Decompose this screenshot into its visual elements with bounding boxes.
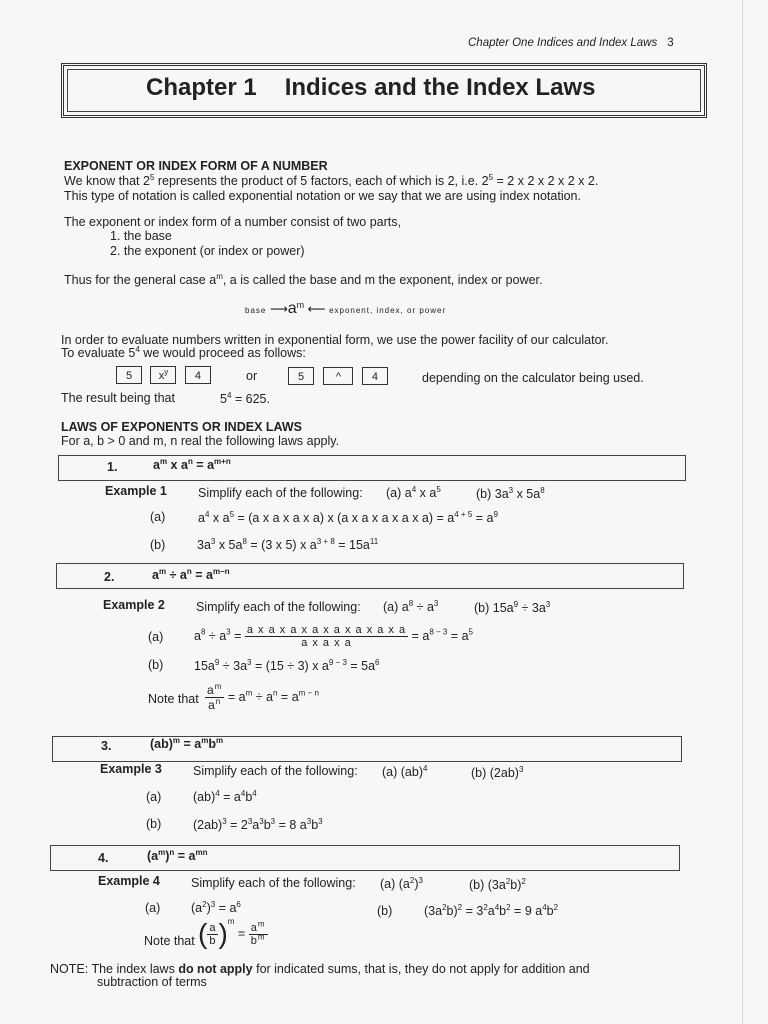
or-label: or	[246, 369, 258, 383]
intro-line-2: This type of notation is called exponential notation or we say that we are using index notation.	[64, 189, 581, 203]
laws-intro: For a, b > 0 and m, n real the following laws apply.	[61, 434, 340, 448]
example-4-question-a: (a) $(a^2)^3$	[380, 875, 423, 891]
example-2-label: Example 2	[103, 598, 165, 612]
example-3-question-b: (b) $(2ab)^3$	[471, 764, 524, 780]
arrow-left-icon: ⟵	[307, 302, 326, 316]
result-value: $5^4 = 625$.	[220, 390, 270, 406]
law-3-number: 3.	[101, 739, 112, 753]
example-4-question-b: (b) $(3a^2b)^2$	[469, 876, 526, 892]
key-x-power-y: $x^y$	[150, 366, 176, 384]
running-title: Chapter One Indices and Index Laws	[468, 37, 658, 49]
example-1-a-solution: $a^4$ x $a^5 = (a$ x a x a x a) x (a x a x a x a x $a) = a^{4 + 5} = a^9$	[198, 509, 498, 525]
example-2-a-label: (a)	[148, 630, 164, 644]
base-exponent-diagram	[245, 300, 446, 318]
law-2-formula: $a^m \div a^n = a^{m-n}$	[152, 566, 230, 582]
example-3-question-a: (a) (ab)$^4$	[382, 763, 428, 779]
example-4-prompt: Simplify each of the following:	[191, 876, 356, 890]
example-3-b-solution: $(2ab)^3 = 2^3a^3b^3 = 8$ $a^3b^3$	[193, 816, 323, 832]
example-1-label: Example 1	[105, 484, 167, 498]
example-3-a-label: (a)	[146, 790, 162, 804]
law-4-box	[50, 845, 680, 871]
calculator-keys-1	[116, 366, 211, 384]
key-5: 5	[116, 366, 142, 384]
chapter-number: Chapter 1	[146, 74, 257, 101]
example-2-question-b: (b) $15a^9 \div 3a^3$	[474, 599, 551, 615]
calculator-note: depending on the calculator being used.	[422, 371, 644, 385]
law-4-number: 4.	[98, 851, 109, 865]
example-1-b-solution: $3a^3$ x $5a^8 = (3$ x 5) x $a^{3 + 8} = 15a^{11}$	[197, 536, 379, 552]
example-1-question-b: (b) $3a^3$ x $5a^8$	[476, 485, 545, 501]
example-3-b-label: (b)	[146, 817, 162, 831]
calculator-line-2: To evaluate $5^4$ we would proceed as follows:	[61, 344, 306, 360]
example-3-a-solution: $(ab)^4 = a^4b^4$	[193, 788, 257, 804]
intro-line-3: The exponent or index form of a number consist of two parts,	[64, 215, 401, 229]
exponent-symbol: m	[296, 299, 305, 310]
key-4-alt: 4	[362, 367, 388, 385]
example-4-b-label: (b)	[377, 904, 393, 918]
example-4-b-solution: $(3a^2b)^2 = 3^2a^4b^2 = 9$ $a^4b^2$	[424, 902, 559, 918]
law-2-box	[56, 563, 684, 589]
note-emphasis: do not apply	[178, 962, 253, 976]
note-line-1: NOTE: The index laws do not apply for indicated sums, that is, they do not apply for addition and	[50, 962, 590, 976]
key-caret: ^	[323, 367, 353, 385]
key-5-alt: 5	[288, 367, 314, 385]
example-2-question-a: (a) $a^8 \div a^3$	[383, 598, 439, 614]
note-line-2: subtraction of terms	[97, 975, 207, 989]
law-1-number: 1.	[107, 460, 118, 474]
example-1-b-label: (b)	[150, 538, 166, 552]
page-edge	[742, 0, 743, 1024]
note-label: NOTE:	[50, 962, 89, 976]
example-3-prompt: Simplify each of the following:	[193, 764, 358, 778]
list-item-exponent: 2. the exponent (or index or power)	[110, 244, 305, 258]
intro-line-1: We know that $2^5$ represents the product of 5 factors, each of which is 2, i.e. $2^5 = 2$ x 2 x 2 x 2 x 2.	[64, 172, 599, 188]
page-number: 3	[667, 37, 674, 49]
base-label: base	[245, 306, 267, 315]
example-1-question-a: (a) $a^4$ x $a^5$	[386, 484, 441, 500]
example-1-prompt: Simplify each of the following:	[198, 486, 363, 500]
law-3-box	[52, 736, 682, 762]
example-1-a-label: (a)	[150, 510, 166, 524]
law-4-note-label: Note that	[144, 934, 195, 948]
base-symbol: a	[287, 300, 297, 317]
example-4-label: Example 4	[98, 874, 160, 888]
running-header	[468, 37, 674, 49]
example-2-b-solution: $15a^9 \div 3a^3 = (15 \div 3)$ x $a^{9 - 3} = 5a^6$	[194, 657, 380, 673]
example-3-label: Example 3	[100, 762, 162, 776]
calculator-line-1: In order to evaluate numbers written in exponential form, we use the power facility of our calculator.	[61, 333, 609, 347]
key-4: 4	[185, 366, 211, 384]
law-4-formula: $(a^m)^n = a^{mn}$	[147, 847, 208, 863]
chapter-title	[146, 74, 595, 102]
arrow-right-icon: ⟶	[269, 302, 288, 316]
example-2-a-solution: $a^8 \div a^3$ = $\frac{\text{a x a x a x a x a x a x a x a}}{\text{a x a x a}}$ = $a^{8 - 3} = a^5$	[194, 624, 473, 649]
calculator-keys-2	[288, 367, 388, 385]
law-3-formula: $(ab)^m = a^mb^m$	[150, 735, 224, 751]
law-2-number: 2.	[104, 570, 115, 584]
law-4-note-formula: ( $\frac{a}{b}$ )$^m$ = $\frac{a^m}{b^m}$	[198, 917, 266, 949]
example-2-b-label: (b)	[148, 658, 164, 672]
example-2-fraction: $\frac{\text{a x a x a x a x a x a x a x a}}{\text{a x a x a}}$	[246, 624, 407, 649]
exponent-label: exponent, index, or power	[329, 306, 447, 315]
section-heading-laws: LAWS OF EXPONENTS OR INDEX LAWS	[61, 420, 302, 434]
law-2-note-label: Note that	[148, 692, 199, 706]
example-4-a-solution: $(a^2)^3 = a^6$	[191, 899, 241, 915]
chapter-name: Indices and the Index Laws	[284, 74, 596, 101]
result-label: The result being that	[61, 391, 175, 405]
example-2-prompt: Simplify each of the following:	[196, 600, 361, 614]
example-4-a-label: (a)	[145, 901, 161, 915]
law-1-formula: $a^m$ x $a^n = a^{m+n}$	[153, 456, 231, 472]
law-2-note-formula: $\frac{a^m}{a^n}$ = $a^m \div a^n = a^{m - n}$	[207, 682, 319, 712]
list-item-base: 1. the base	[110, 229, 172, 243]
general-case-line: Thus for the general case $a^m$, a is called the base and m the exponent, index or power.	[64, 271, 543, 287]
section-heading-exponent: EXPONENT OR INDEX FORM OF A NUMBER	[64, 159, 328, 173]
